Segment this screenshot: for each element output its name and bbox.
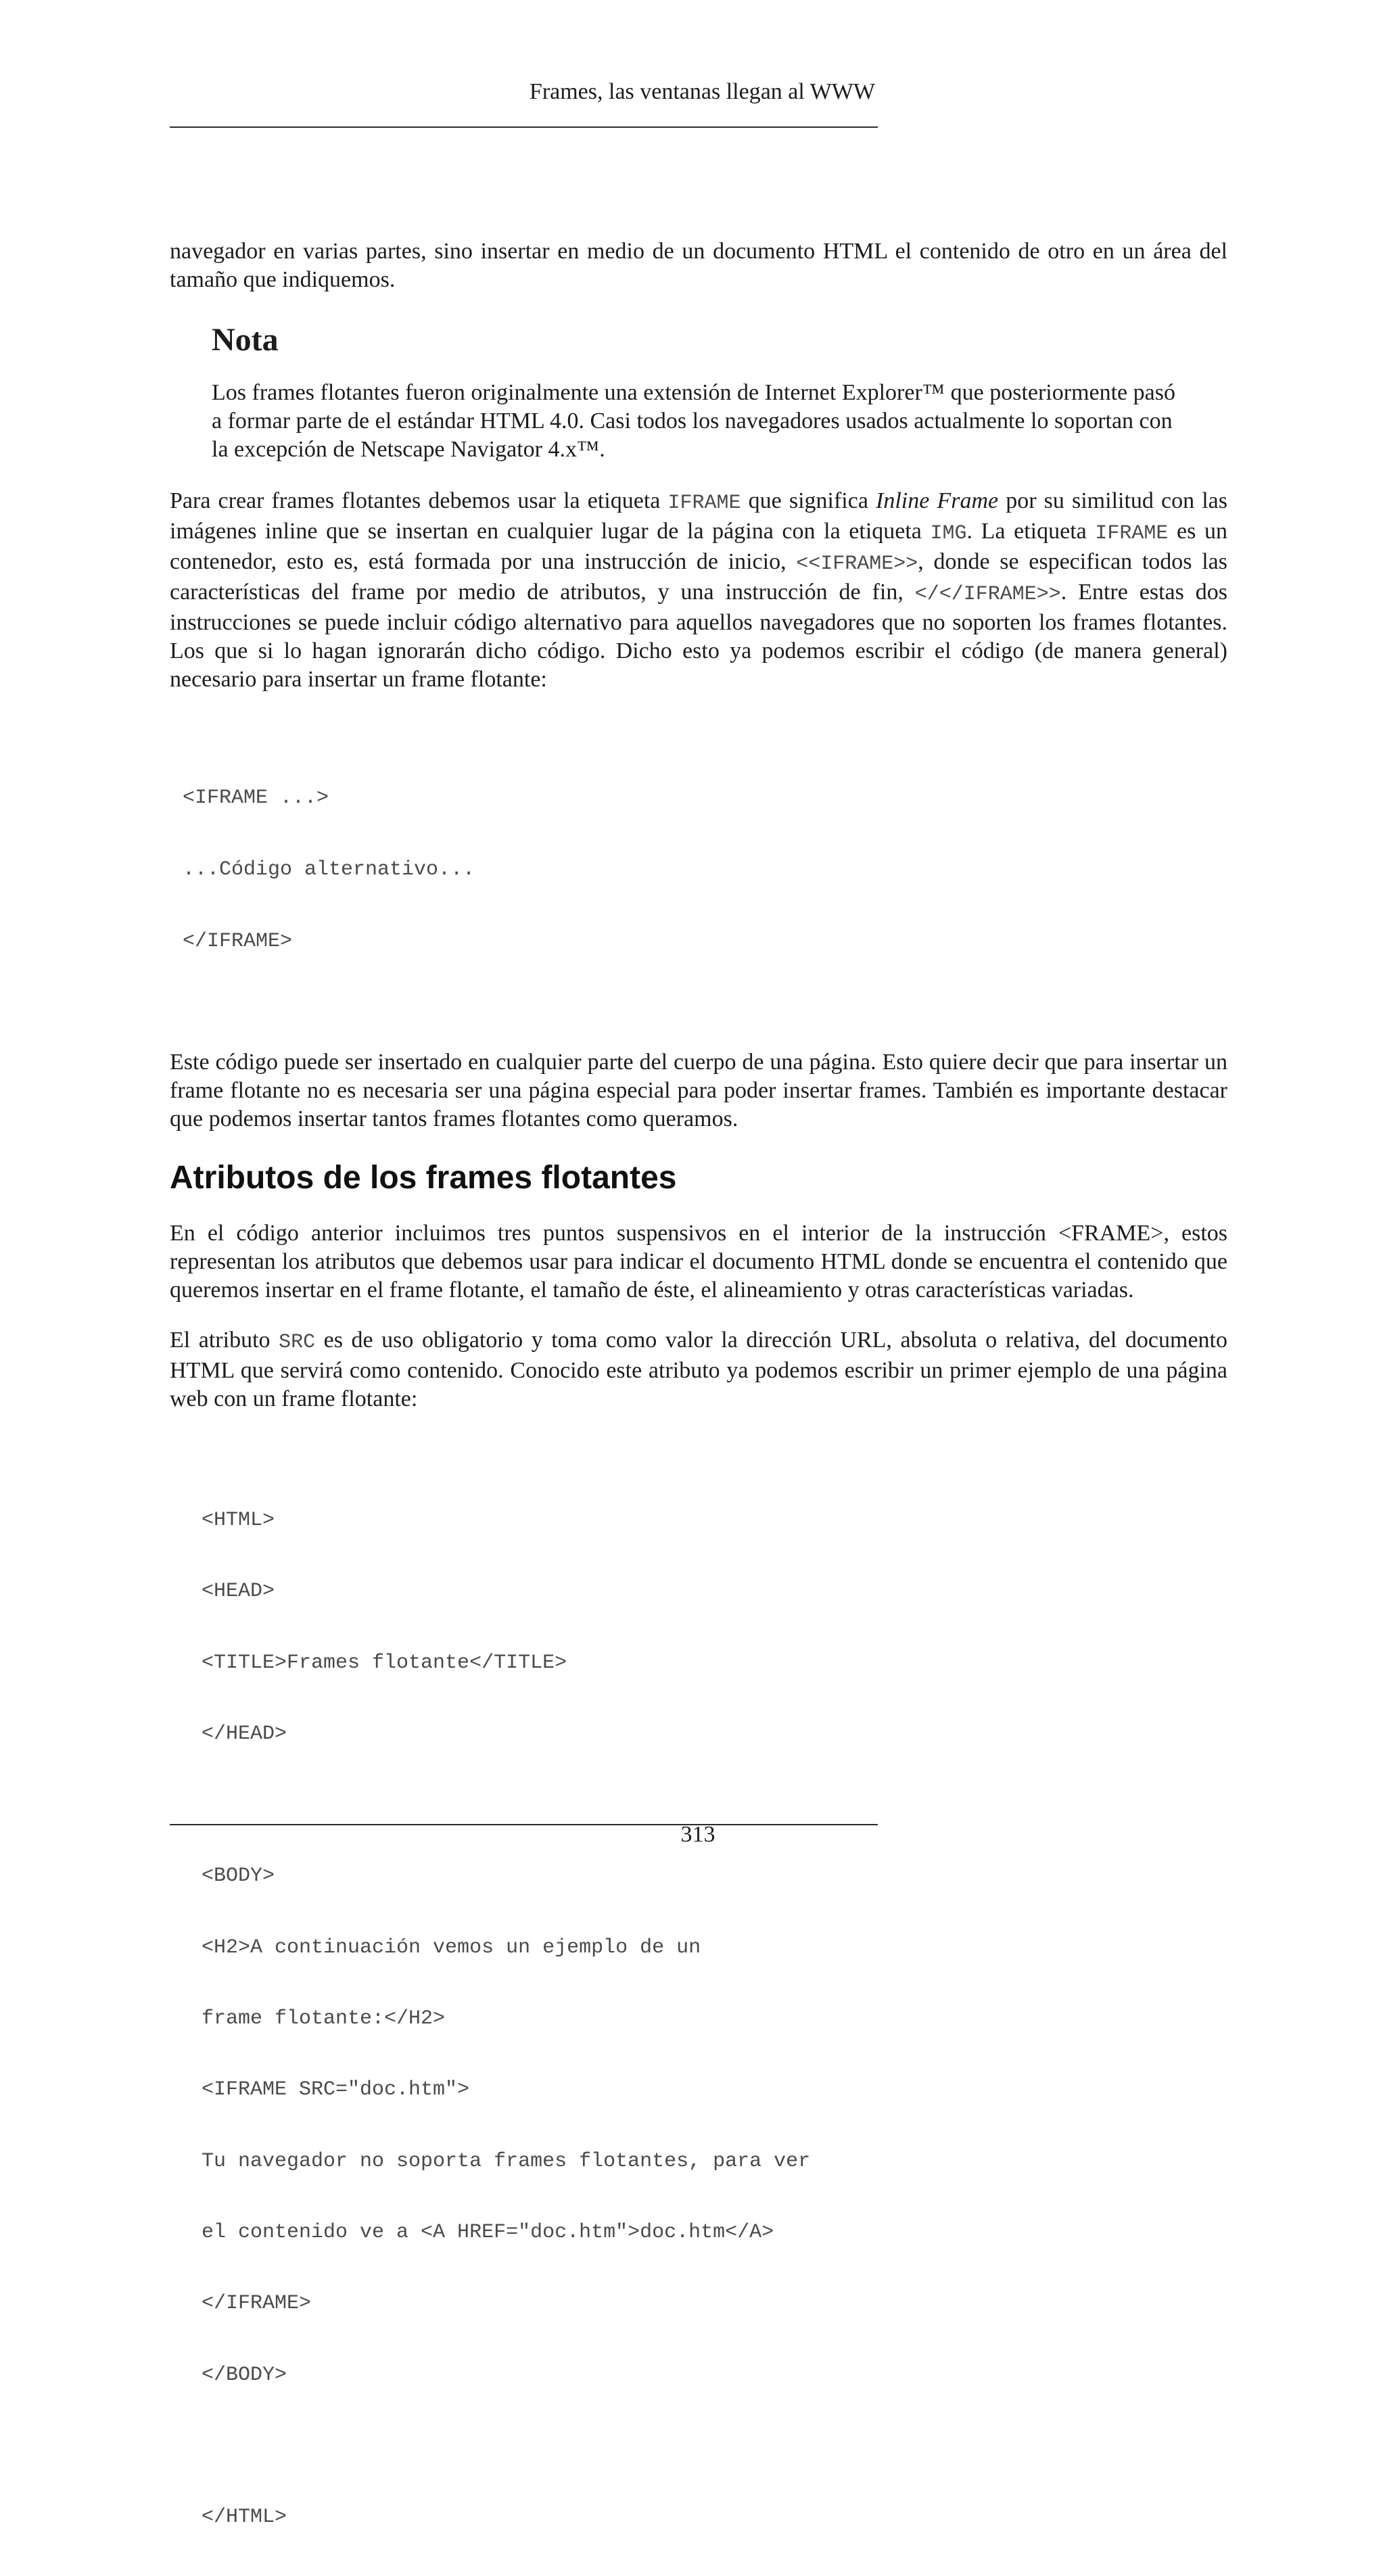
code-line: <HEAD> <box>202 1580 275 1603</box>
footer-rule <box>170 1824 878 1825</box>
inline-code-iframe: IFRAME <box>667 492 741 515</box>
intro-paragraph: navegador en varias partes, sino insertar en medio de un documento HTML el contenido de otro en un área del tamaño que indiquemos. <box>170 239 1227 292</box>
code-line: <TITLE>Frames flotante</TITLE> <box>202 1651 567 1675</box>
page-content <box>170 237 1227 2576</box>
placement-paragraph: Este código puede ser insertado en cualquier parte del cuerpo de una página. Esto quiere decir que para insertar un frame flotante no es necesaria ser una página especial para poder insertar frames. También es importante destacar que podemos insertar tantos frames flotantes como queramos. <box>170 1050 1227 1131</box>
code-line-blank <box>202 1793 1227 1818</box>
code-example-iframe-syntax <box>183 739 1227 1000</box>
code-line: <IFRAME SRC="doc.htm"> <box>202 2078 470 2102</box>
src-attribute-paragraph <box>170 1326 1227 1413</box>
attributes-paragraph: En el código anterior incluimos tres puntos suspensivos en el interior de la instrucción <FRAME>, estos representan los atributos que debemos usar para indicar el documento HTML donde se encuentra el contenido que queremos insertar en el frame flotante, el tamaño de éste, el alineamiento y otras características variadas. <box>170 1221 1227 1303</box>
code-line: el contenido ve a <A HREF="doc.htm">doc.htm</A> <box>202 2220 774 2244</box>
text-segment: es de uso obligatorio y toma como valor la dirección URL, absoluta o relativa, del documento HTML que servirá como contenido. Conocido este atributo ya podemos escribir un primer ejemplo de una página web con un frame flotante: <box>170 1328 1227 1411</box>
emphasis-inline-frame: Inline Frame <box>876 488 999 513</box>
note-title: Nota <box>212 322 279 358</box>
section-heading: Atributos de los frames flotantes <box>170 1160 677 1196</box>
code-line: </IFRAME> <box>202 2292 312 2316</box>
inline-code-iframe: IFRAME <box>1095 522 1169 545</box>
code-example-html-page <box>202 1462 1227 2576</box>
inline-code-src: SRC <box>279 1331 316 1354</box>
text-segment: , donde se especifican todos las características del frame por medio de atributos, y una instrucción de fin, <box>170 549 1227 605</box>
text-segment: Para crear frames flotantes debemos usar la etiqueta <box>170 488 668 513</box>
code-line: <HTML> <box>202 1509 275 1532</box>
text-segment: es un contenedor, esto es, está formada por una instrucción de inicio, <box>170 519 1227 574</box>
code-line: <IFRAME ...> <box>183 787 329 810</box>
code-line: frame flotante:</H2> <box>202 2007 446 2031</box>
code-line: Tu navegador no soporta frames flotantes, para ver <box>202 2149 811 2173</box>
note-text <box>212 379 1227 464</box>
note-line: la excepción de Netscape Navigator 4.x™. <box>212 437 605 462</box>
page-number: 313 <box>680 1822 715 1847</box>
code-line: <BODY> <box>202 1865 275 1888</box>
inline-code-iframe-close: </</IFRAME>> <box>914 583 1061 606</box>
inline-code-img: IMG <box>930 522 967 545</box>
text-segment: . La etiqueta <box>966 519 1096 544</box>
text-segment: . Entre estas dos instrucciones se puede incluir código alternativo para aquellos navegadores que no soporten los frames flotantes. Los que si lo hagan ignorarán dicho código. Dicho esto ya podemos escribir el código (de manera general) necesario para insertar un frame flotante: <box>170 580 1227 692</box>
code-line: </HEAD> <box>202 1722 287 1746</box>
code-line: </IFRAME> <box>183 930 293 953</box>
code-line-blank <box>202 2434 1227 2459</box>
note-line: Los frames flotantes fueron originalmente una extensión de Internet Explorer™ que posteriormente pasó <box>212 380 1175 405</box>
running-header-title: Frames, las ventanas llegan al WWW <box>529 79 875 104</box>
code-line: <H2>A continuación vemos un ejemplo de un <box>202 1936 701 1959</box>
text-segment: El atributo <box>170 1328 279 1353</box>
code-line: </HTML> <box>202 2506 287 2529</box>
text-segment: que significa <box>741 488 876 513</box>
code-line: </BODY> <box>202 2363 287 2387</box>
header-rule <box>170 126 878 128</box>
note-line: a formar parte de el estándar HTML 4.0. Casi todos los navegadores usados actualmente lo soportan con <box>212 408 1173 434</box>
note-box <box>212 321 1227 464</box>
iframe-tag-paragraph <box>170 487 1227 694</box>
inline-code-iframe-open: <<IFRAME>> <box>796 553 918 576</box>
text-segment: por su similitud con las imágenes inline que se insertan en cualquier lugar de la página con la etiqueta <box>170 488 1228 544</box>
code-line: ...Código alternativo... <box>183 858 475 881</box>
